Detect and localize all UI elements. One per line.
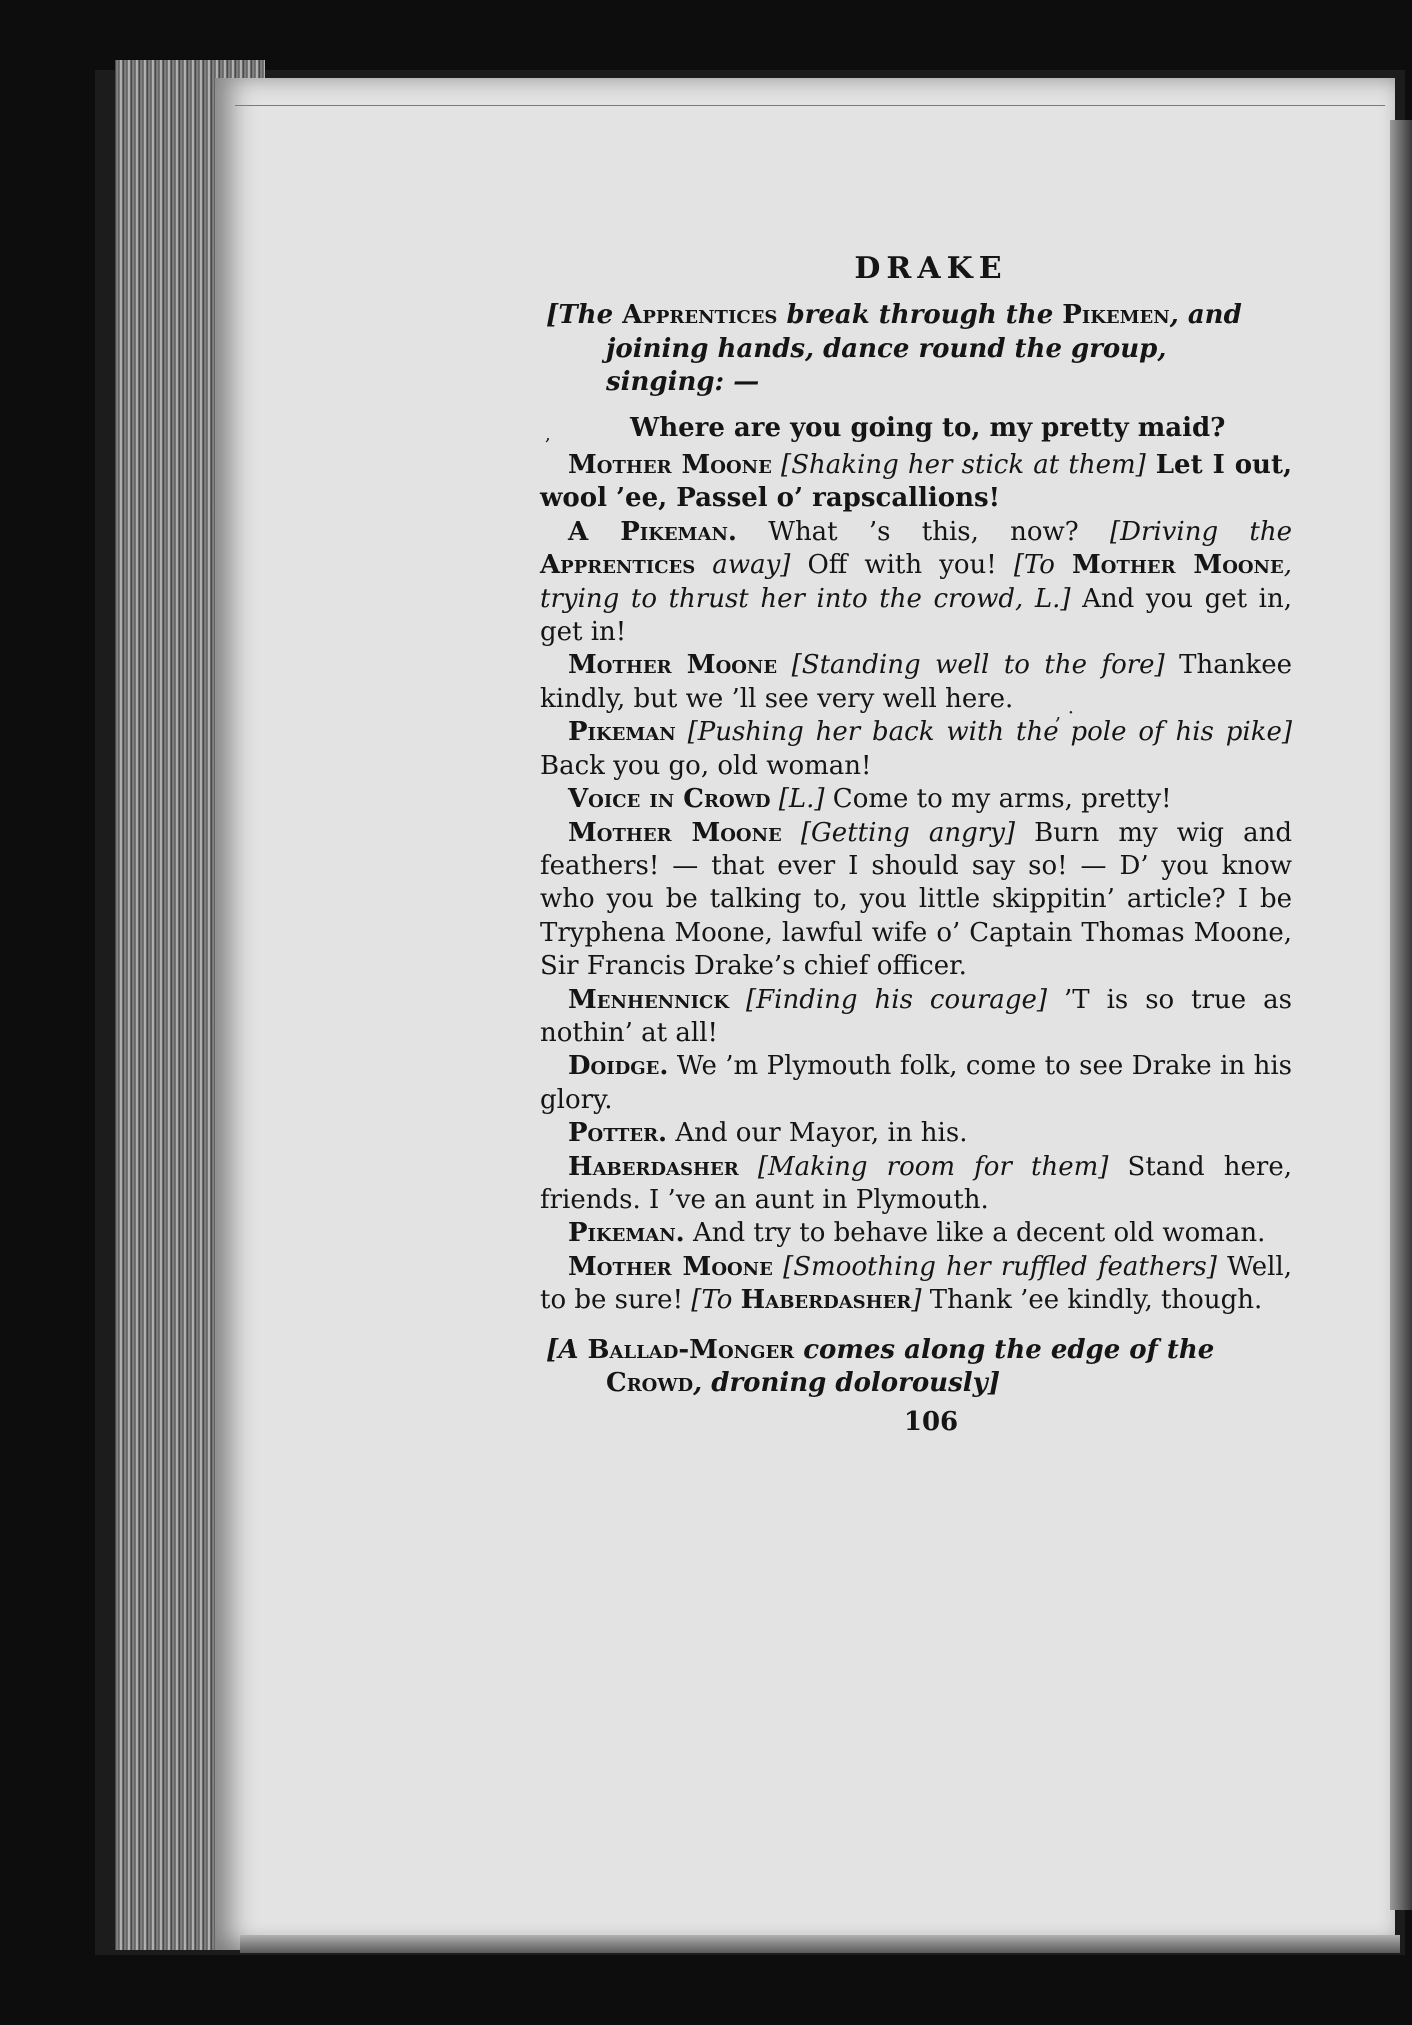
running-head: DRAKE bbox=[854, 251, 1008, 286]
page-top-rule bbox=[235, 105, 1385, 106]
speech: Mother Moone [Getting angry] Burn my wig and feathers! — that ever I should say so! — D’ you know who you be talking to, you little skippitin’ article? I be Tryphena Moone, lawful wife o’ Captain Thomas Moone, Sir Francis Drake’s chief officer. bbox=[540, 817, 1293, 982]
speech: Mother Moone [Smoothing her ruffled feathers] Well, to be sure! [To Haberdasher] Thank ’ee kindly, though. bbox=[540, 1251, 1293, 1316]
page-number: 106 bbox=[903, 1407, 959, 1438]
right-edge bbox=[1390, 120, 1412, 1910]
stage-direction-opening: [The Apprentices break through the Pikemen, and joining hands, dance round the group, singing: — bbox=[546, 300, 1242, 398]
speech: Mother Moone [Shaking her stick at them] Let I out, wool ’ee, Passel o’ rapscallions! bbox=[540, 450, 1293, 514]
speech: Menhennick [Finding his courage] ’T is so true as nothin’ at all! bbox=[540, 984, 1293, 1048]
speech: Mother Moone [Standing well to the fore] Thankee kindly, but we ’ll see very well here. bbox=[540, 650, 1293, 714]
speech: A Pikeman. What ’s this, now? [Driving the Apprentices away] Off with you! [To Mother Moone, trying to thrust her into the crowd, L.] And you get in, get in! bbox=[540, 516, 1292, 648]
speech: Voice in Crowd [L.] Come to my arms, pretty! bbox=[568, 784, 1172, 815]
speech: Haberdasher [Making room for them] Stand here, friends. I ’ve an aunt in Plymouth. bbox=[540, 1151, 1292, 1215]
stage-direction-closing: [A Ballad-Monger comes along the edge of the Crowd, droning dolorously] bbox=[546, 1334, 1215, 1398]
speech: Pikeman [Pushing her back with the pole of his pike] Back you go, old woman! bbox=[540, 717, 1292, 781]
bottom-edge bbox=[240, 1935, 1400, 1953]
song-line: , Where are you going to, my pretty maid? bbox=[545, 412, 1226, 445]
speech: Doidge. We ’m Plymouth folk, come to see Drake in his glory. bbox=[540, 1051, 1292, 1115]
speech: Potter. And our Mayor, in his. bbox=[568, 1118, 968, 1149]
speech: Pikeman. And try to behave like a decent old woman. bbox=[568, 1218, 1266, 1249]
stray-mark: , · bbox=[1055, 700, 1075, 724]
text-block bbox=[540, 230, 1292, 1440]
